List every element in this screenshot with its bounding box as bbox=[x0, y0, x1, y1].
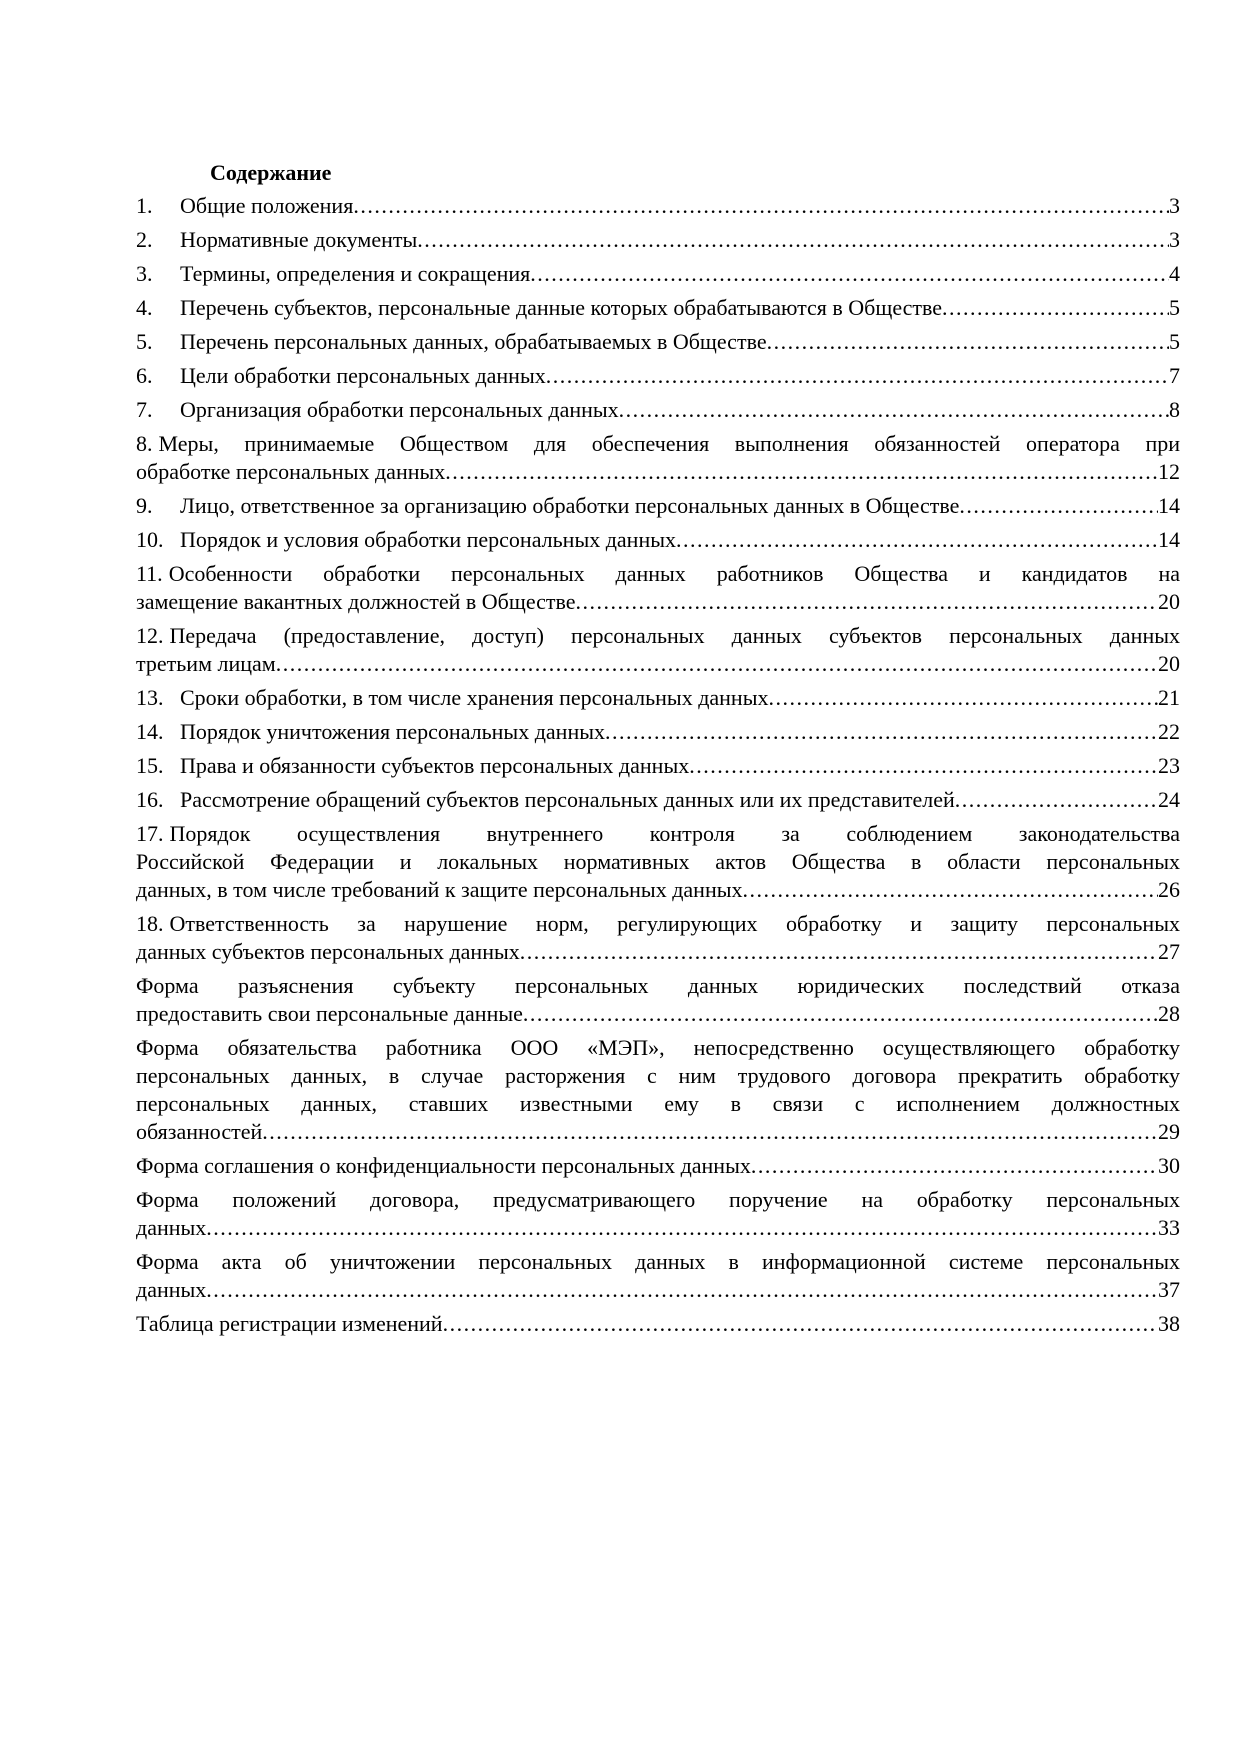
toc-page-number: 12 bbox=[1158, 459, 1180, 484]
toc-page-number: 27 bbox=[1158, 939, 1180, 964]
toc-entry-text: Перечень персональных данных, обрабатываемых в Обществе bbox=[180, 329, 767, 354]
toc-entry-text: Форма положений договора, предусматривающего поручение на обработку персональных bbox=[136, 1187, 1180, 1212]
toc-entry[interactable] bbox=[136, 328, 1180, 356]
toc-entry-text: Организация обработки персональных данных bbox=[180, 397, 619, 422]
toc-entry-number: 15. bbox=[136, 753, 164, 778]
toc-page-number: 7 bbox=[1169, 363, 1180, 388]
toc-entry[interactable] bbox=[136, 294, 1180, 322]
toc-entry[interactable] bbox=[136, 684, 1180, 712]
toc-page-number: 33 bbox=[1158, 1215, 1180, 1240]
toc-entry[interactable] bbox=[136, 526, 1180, 554]
toc-entry[interactable] bbox=[136, 1248, 1180, 1304]
toc-page-number: 21 bbox=[1158, 685, 1180, 710]
toc-entry-text-continued: Российской Федерации и локальных нормативных актов Общества в области персональных bbox=[136, 849, 1180, 874]
toc-entry[interactable] bbox=[136, 786, 1180, 814]
toc-entry-text: Меры, принимаемые Обществом для обеспечения выполнения обязанностей оператора при bbox=[158, 431, 1180, 456]
toc-entry-text: Ответственность за нарушение норм, регулирующих обработку и защиту персональных bbox=[169, 911, 1180, 936]
toc-entry-text: Рассмотрение обращений субъектов персональных данных или их представителей bbox=[180, 787, 955, 812]
toc-entry-number: 9. bbox=[136, 493, 153, 518]
toc-page-number: 14 bbox=[1158, 527, 1180, 552]
toc-entry[interactable] bbox=[136, 1310, 1180, 1338]
toc-entry[interactable] bbox=[136, 1152, 1180, 1180]
toc-entry-text-continued: данных bbox=[136, 1215, 207, 1240]
toc-entry[interactable] bbox=[136, 260, 1180, 288]
dot-leader bbox=[689, 752, 1158, 780]
toc-entry-text: Термины, определения и сокращения bbox=[180, 261, 531, 286]
toc-entry[interactable] bbox=[136, 1186, 1180, 1242]
dot-leader bbox=[523, 1000, 1158, 1028]
toc-entry[interactable] bbox=[136, 430, 1180, 486]
toc-page-number: 28 bbox=[1158, 1001, 1180, 1026]
dot-leader bbox=[751, 1152, 1158, 1180]
dot-leader bbox=[942, 294, 1169, 322]
toc-entry-text: Перечень субъектов, персональные данные которых обрабатываются в Обществе bbox=[180, 295, 943, 320]
dot-leader bbox=[445, 458, 1158, 486]
toc-page-number: 23 bbox=[1158, 753, 1180, 778]
toc-entry[interactable] bbox=[136, 396, 1180, 424]
toc-entry-number: 1. bbox=[136, 193, 153, 218]
dot-leader bbox=[206, 1276, 1158, 1304]
toc-entry-text-continued: предоставить свои персональные данные bbox=[136, 1001, 523, 1026]
toc-entry-number: 10. bbox=[136, 527, 164, 552]
toc-entry[interactable] bbox=[136, 492, 1180, 520]
toc-entry-number: 7. bbox=[136, 397, 153, 422]
dot-leader bbox=[619, 396, 1169, 424]
toc-entry-text: Сроки обработки, в том числе хранения персональных данных bbox=[180, 685, 769, 710]
dot-leader bbox=[959, 492, 1158, 520]
dot-leader bbox=[443, 1310, 1158, 1338]
dot-leader bbox=[276, 650, 1158, 678]
toc-entry-text: Таблица регистрации изменений bbox=[136, 1311, 443, 1336]
toc-entry-number: 6. bbox=[136, 363, 153, 388]
toc-page-number: 5 bbox=[1169, 329, 1180, 354]
toc-entry-text: Порядок осуществления внутреннего контроля за соблюдением законодательства bbox=[169, 821, 1180, 846]
toc-entry-text-continued: замещение вакантных должностей в Обществе bbox=[136, 589, 576, 614]
toc-entry-number: 16. bbox=[136, 787, 164, 812]
toc-title: Содержание bbox=[210, 160, 332, 185]
dot-leader bbox=[767, 328, 1169, 356]
toc-page-number: 3 bbox=[1169, 193, 1180, 218]
toc-entry[interactable] bbox=[136, 362, 1180, 390]
dot-leader bbox=[206, 1214, 1158, 1242]
toc-entry[interactable] bbox=[136, 1034, 1180, 1146]
toc-entry-text-continued: обязанностей bbox=[136, 1119, 263, 1144]
toc-page-number: 20 bbox=[1158, 589, 1180, 614]
toc-entry[interactable] bbox=[136, 752, 1180, 780]
toc-entry-number: 12. bbox=[136, 623, 164, 648]
toc-entry-text: Форма соглашения о конфиденциальности персональных данных bbox=[136, 1153, 751, 1178]
toc-entry-text: Передача (предоставление, доступ) персональных данных субъектов персональных данных bbox=[169, 623, 1180, 648]
dot-leader bbox=[743, 876, 1159, 904]
toc-entry-number: 13. bbox=[136, 685, 164, 710]
toc-entry-text-continued: данных субъектов персональных данных bbox=[136, 939, 520, 964]
toc-entry-text-continued: третьим лицам bbox=[136, 651, 276, 676]
toc-page-number: 4 bbox=[1169, 261, 1180, 286]
toc-page-number: 14 bbox=[1158, 493, 1180, 518]
dot-leader bbox=[955, 786, 1158, 814]
toc-entry[interactable] bbox=[136, 910, 1180, 966]
toc-entry[interactable] bbox=[136, 820, 1180, 904]
toc-entry-text-continued: персональных данных, ставших известными ему в связи с исполнением должностных bbox=[136, 1091, 1180, 1116]
dot-leader bbox=[769, 684, 1159, 712]
toc-entry[interactable] bbox=[136, 192, 1180, 220]
toc-entry-number: 17. bbox=[136, 821, 164, 846]
dot-leader bbox=[676, 526, 1158, 554]
toc-entry-text: Права и обязанности субъектов персональных данных bbox=[180, 753, 690, 778]
dot-leader bbox=[546, 362, 1169, 390]
toc-entry-number: 3. bbox=[136, 261, 153, 286]
toc-entry-text-continued: персональных данных, в случае расторжения с ним трудового договора прекратить обработку bbox=[136, 1063, 1180, 1088]
toc-entry-text: Форма разъяснения субъекту персональных данных юридических последствий отказа bbox=[136, 973, 1180, 998]
toc-entry-text-continued: данных bbox=[136, 1277, 207, 1302]
toc-page-number: 22 bbox=[1158, 719, 1180, 744]
toc-entry-text: Общие положения bbox=[180, 193, 354, 218]
toc-entry-number: 4. bbox=[136, 295, 153, 320]
toc-entry-number: 18. bbox=[136, 911, 164, 936]
dot-leader bbox=[353, 192, 1169, 220]
toc-entry[interactable] bbox=[136, 972, 1180, 1028]
toc-entry-text: Форма акта об уничтожении персональных данных в информационной системе персональных bbox=[136, 1249, 1180, 1274]
dot-leader bbox=[530, 260, 1169, 288]
toc-entry-number: 11. bbox=[136, 561, 163, 586]
dot-leader bbox=[576, 588, 1158, 616]
dot-leader bbox=[605, 718, 1158, 746]
toc-entry-number: 8. bbox=[136, 431, 153, 456]
toc-page-number: 20 bbox=[1158, 651, 1180, 676]
toc-entry-text-continued: данных, в том числе требований к защите персональных данных bbox=[136, 877, 743, 902]
dot-leader bbox=[520, 938, 1158, 966]
toc-entry-number: 5. bbox=[136, 329, 153, 354]
toc-page-number: 24 bbox=[1158, 787, 1180, 812]
toc-entry-text: Форма обязательства работника ООО «МЭП», непосредственно осуществляющего обработку bbox=[136, 1035, 1180, 1060]
toc-entry-text: Цели обработки персональных данных bbox=[180, 363, 546, 388]
toc-entry-text: Нормативные документы bbox=[180, 227, 418, 252]
toc-page-number: 30 bbox=[1158, 1153, 1180, 1178]
toc-entry-text: Лицо, ответственное за организацию обработки персональных данных в Обществе bbox=[180, 493, 960, 518]
toc-entry-text: Особенности обработки персональных данных работников Общества и кандидатов на bbox=[168, 561, 1180, 586]
toc-entry[interactable] bbox=[136, 560, 1180, 616]
toc-page-number: 29 bbox=[1158, 1119, 1180, 1144]
toc-entry-text: Порядок и условия обработки персональных данных bbox=[180, 527, 677, 552]
toc-entry-text: Порядок уничтожения персональных данных bbox=[180, 719, 606, 744]
toc-page-number: 8 bbox=[1169, 397, 1180, 422]
toc-page-number: 26 bbox=[1158, 877, 1180, 902]
toc-entry[interactable] bbox=[136, 718, 1180, 746]
dot-leader bbox=[262, 1118, 1158, 1146]
table-of-contents bbox=[136, 158, 1180, 1344]
toc-entry-number: 2. bbox=[136, 227, 153, 252]
toc-page-number: 3 bbox=[1169, 227, 1180, 252]
dot-leader bbox=[417, 226, 1169, 254]
toc-entry-text-continued: обработке персональных данных bbox=[136, 459, 446, 484]
toc-entry-number: 14. bbox=[136, 719, 164, 744]
toc-page-number: 38 bbox=[1158, 1311, 1180, 1336]
toc-page-number: 37 bbox=[1158, 1277, 1180, 1302]
toc-page-number: 5 bbox=[1169, 295, 1180, 320]
toc-entry[interactable] bbox=[136, 622, 1180, 678]
toc-entry[interactable] bbox=[136, 226, 1180, 254]
